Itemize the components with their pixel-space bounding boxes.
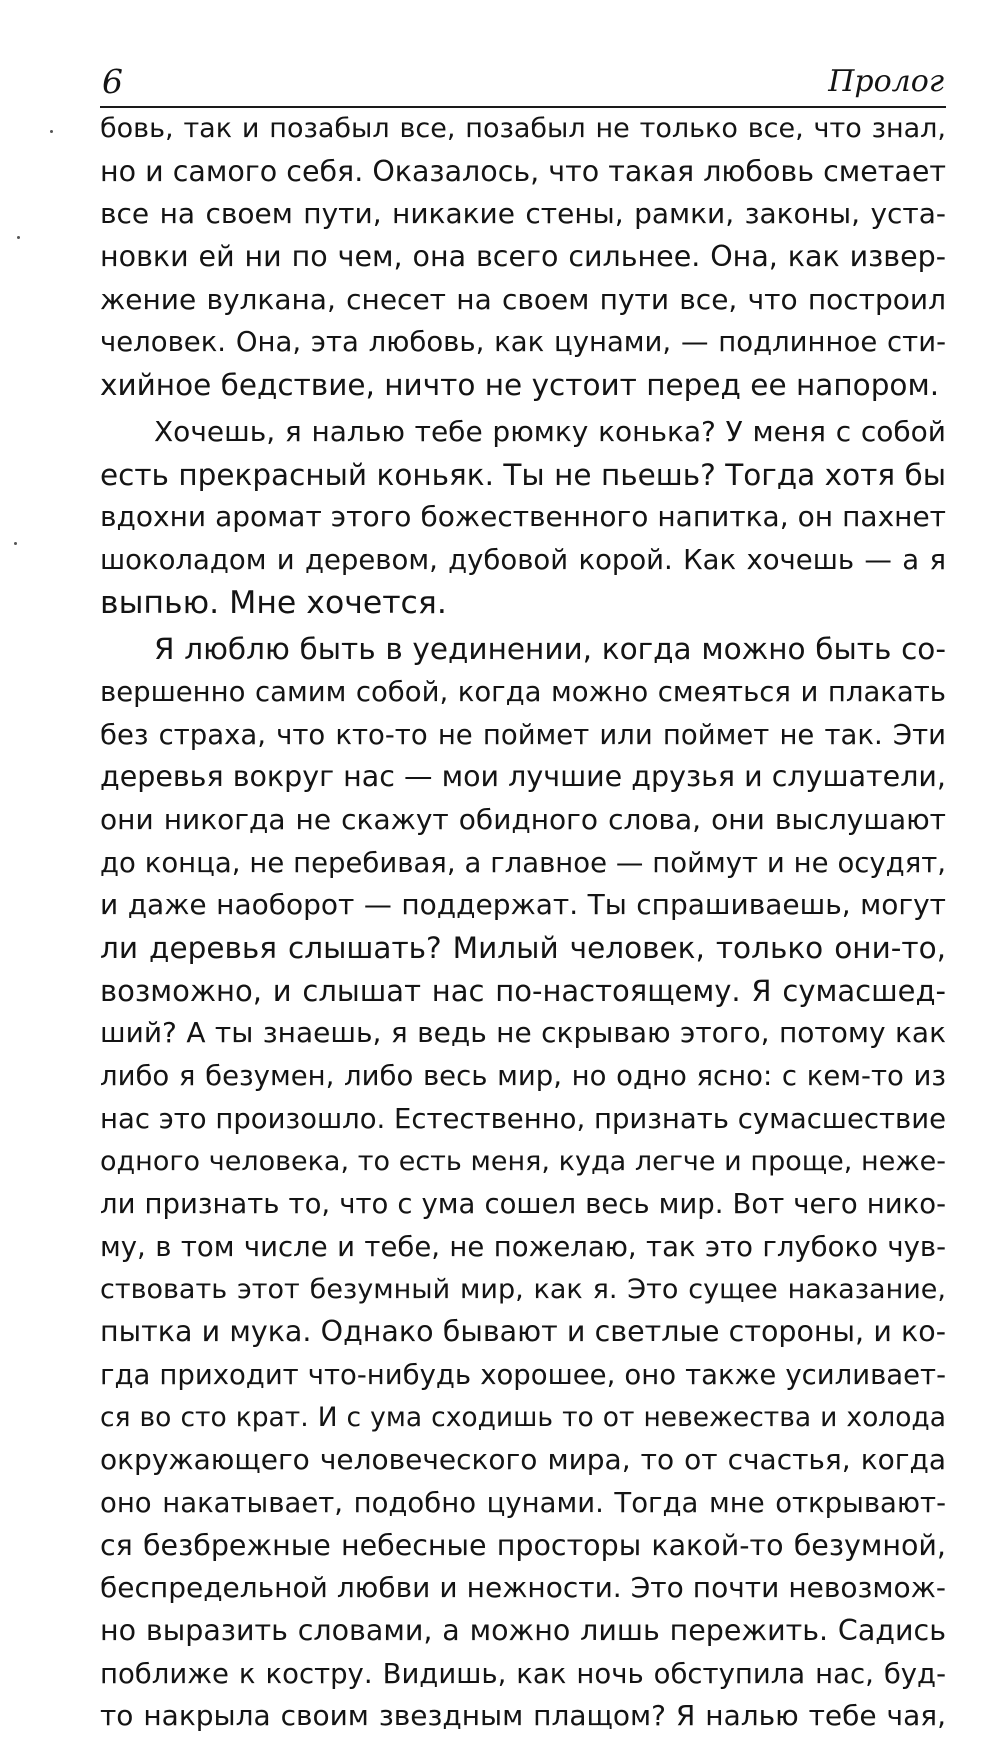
text-line: либо я безумен, либо весь мир, но одно ясно: с кем-то из	[100, 1060, 946, 1093]
text-line: гда приходит что-нибудь хорошее, оно также усиливает-	[100, 1358, 946, 1391]
text-line: и даже наоборот — поддержат. Ты спрашиваешь, могут	[100, 888, 946, 922]
text-line: но выразить словами, а можно лишь пережить. Садись	[100, 1614, 946, 1648]
text-line: нас это произошло. Естественно, признать сумасшествие	[100, 1102, 946, 1135]
text-line: хийное бедствие, ничто не устоит перед ее напором.	[100, 368, 940, 403]
text-line: ший? А ты знаешь, я ведь не скрываю этого, потому как	[100, 1016, 946, 1050]
text-line: возможно, и слышат нас по-настоящему. Я сумасшед-	[100, 973, 946, 1008]
text-line: они никогда не скажут обидного слова, они выслушают	[100, 803, 946, 836]
section-title: Пролог	[828, 64, 944, 99]
text-line: вдохни аромат этого божественного напитка, он пахнет	[100, 500, 946, 534]
scan-speck	[50, 130, 53, 133]
text-line: ся во сто крат. И с ума сходишь то от невежества и холода	[100, 1401, 946, 1433]
page-number: 6	[102, 62, 123, 101]
text-line: выпью. Мне хочется.	[100, 584, 447, 621]
text-line: оно накатывает, подобно цунами. Тогда мне открывают-	[100, 1487, 946, 1519]
text-line: шоколадом и деревом, дубовой корой. Как хочешь — а я	[100, 543, 946, 576]
text-line: деревья вокруг нас — мои лучшие друзья и слушатели,	[100, 760, 946, 794]
text-line: есть прекрасный коньяк. Ты не пьешь? Тогда хотя бы	[100, 457, 946, 492]
text-line: ствовать этот безумный мир, как я. Это сущее наказание,	[100, 1273, 946, 1305]
text-line: бовь, так и позабыл все, позабыл не только все, что знал,	[100, 113, 946, 144]
text-line: поближе к костру. Видишь, как ночь обступила нас, буд-	[100, 1657, 946, 1690]
text-line: ли признать то, что с ума сошел весь мир. Вот чего нико-	[100, 1188, 946, 1221]
text-line: одного человека, то есть меня, куда легче и проще, неже-	[100, 1145, 946, 1177]
text-line: пытка и мука. Однако бывают и светлые стороны, и ко-	[100, 1315, 946, 1349]
text-line: окружающего человеческого мира, то от счастья, когда	[100, 1443, 946, 1477]
text-line: до конца, не перебивая, а главное — поймут и не осудят,	[100, 846, 946, 879]
text-line: вершенно самим собой, когда можно смеяться и плакать	[100, 675, 946, 708]
text-line: то накрыла своим звездным плащом? Я налью тебе чая,	[100, 1699, 946, 1733]
text-line: му, в том числе и тебе, не пожелаю, так это глубоко чув-	[100, 1230, 946, 1263]
text-line: человек. Она, эта любовь, как цунами, — подлинное сти-	[100, 326, 946, 359]
text-line: Я люблю быть в уединении, когда можно быть со-	[154, 632, 946, 667]
paragraph-3	[100, 628, 946, 1738]
text-line: жение вулкана, снесет на своем пути все, что построил	[100, 282, 946, 316]
paragraph-1	[100, 108, 946, 407]
text-line: без страха, что кто-то не поймет или поймет не так. Эти	[100, 718, 946, 751]
paragraph-2	[100, 411, 946, 624]
text-line: беспредельной любви и нежности. Это почти невозмож-	[100, 1571, 946, 1605]
scan-speck	[14, 542, 17, 545]
scan-speck	[17, 236, 20, 239]
text-line: все на своем пути, никакие стены, рамки, законы, уста-	[100, 197, 946, 231]
text-line: ся безбрежные небесные просторы какой-то безумной,	[100, 1528, 946, 1562]
running-header	[100, 58, 946, 108]
text-line: Хочешь, я налью тебе рюмку конька? У меня с собой	[154, 414, 946, 448]
text-line: ли деревья слышать? Милый человек, только они-то,	[100, 931, 946, 966]
text-line: но и самого себя. Оказалось, что такая любовь сметает	[100, 154, 946, 188]
text-line: новки ей ни по чем, она всего сильнее. Она, как извер-	[100, 240, 946, 274]
body-text	[100, 108, 946, 1738]
